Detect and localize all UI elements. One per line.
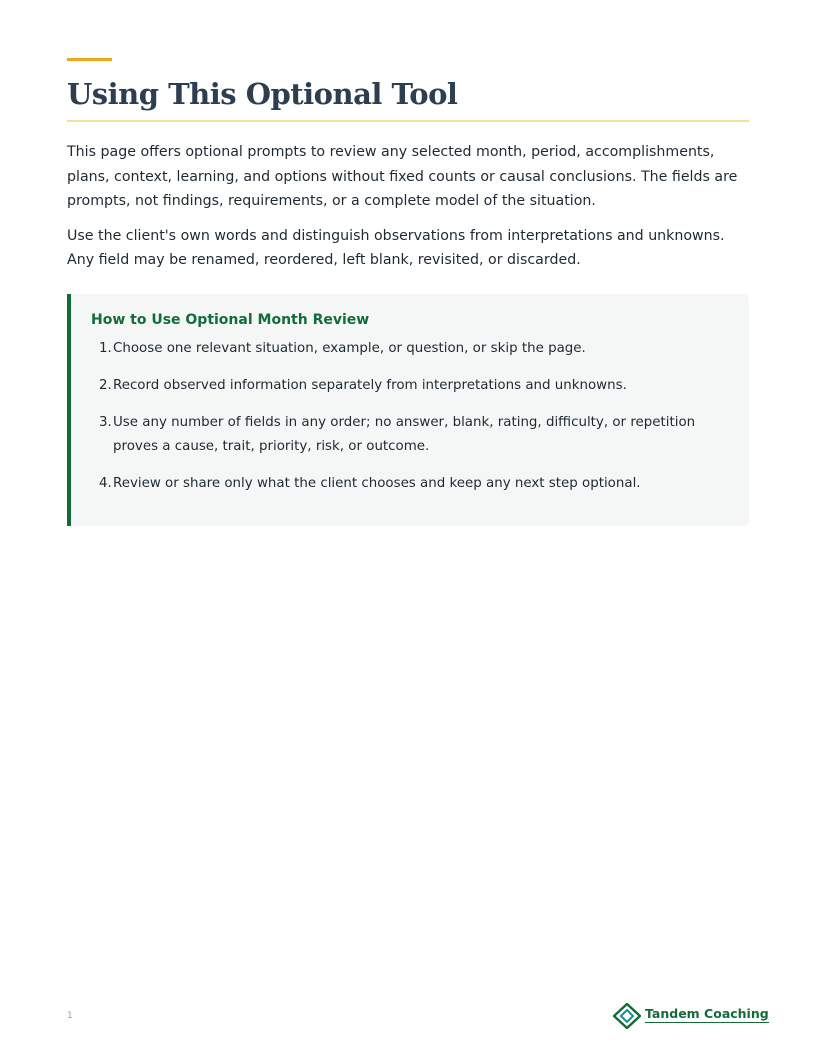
list-item-number: 1. [99, 341, 112, 356]
brand-logo [613, 1003, 769, 1029]
double-diamond-logo-icon [613, 1003, 641, 1029]
list-item-text: Choose one relevant situation, example, or question, or skip the page. [113, 341, 586, 356]
list-item [99, 337, 733, 361]
list-item-number: 3. [99, 415, 112, 430]
list-item-number: 4. [99, 476, 112, 491]
instructions-list [99, 337, 733, 509]
callout-title: How to Use Optional Month Review [91, 312, 370, 328]
list-item [99, 374, 733, 398]
list-item-text: Record observed information separately from interpretations and unknowns. [113, 378, 627, 393]
list-item [99, 472, 733, 496]
intro-paragraph: This page offers optional prompts to review any selected month, period, accomplishments, plans, context, learning, and options without fixed counts or causal conclusions. The fields are prompts, not findings, requirements, or a complete model of the situation. [67, 144, 738, 209]
list-item-text: Use any number of fields in any order; no answer, blank, rating, difficulty, or repetition proves a cause, trait, priority, risk, or outcome. [113, 415, 696, 454]
page-number: 1 [67, 1011, 73, 1021]
brand-name: Tandem Coaching [645, 1006, 769, 1021]
list-item-number: 2. [99, 378, 112, 393]
title-divider [67, 120, 749, 122]
intro-paragraph: Use the client's own words and distinguish observations from interpretations and unknowns. Any field may be renamed, reordered, left blank, revisited, or discarded. [67, 227, 725, 268]
title-accent-bar [67, 58, 112, 61]
page-title: Using This Optional Tool [67, 77, 458, 111]
instructions-callout [67, 294, 749, 526]
list-item [99, 411, 733, 459]
list-item-text: Review or share only what the client chooses and keep any next step optional. [113, 476, 641, 491]
intro-section [67, 140, 749, 283]
